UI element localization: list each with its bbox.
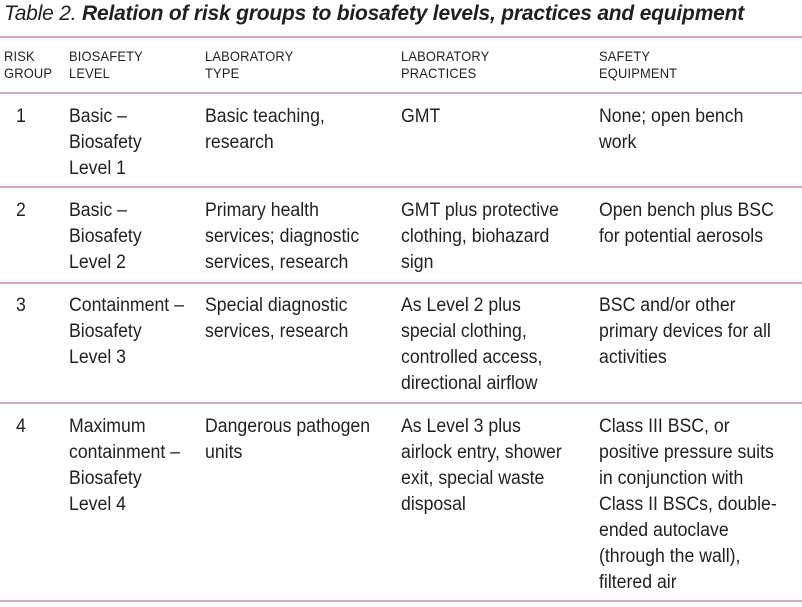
top-rule: [0, 36, 802, 38]
row1-risk-group: 1: [16, 106, 26, 127]
row-rule: [0, 282, 802, 284]
row1-laboratory-practices: GMT: [401, 106, 441, 127]
header-risk-group: RISK GROUP: [4, 48, 53, 81]
header-biosafety-level: BIOSAFETY LEVEL: [69, 48, 143, 81]
row1-laboratory-type: Basic teaching, research: [205, 106, 325, 153]
row-rule: [0, 402, 802, 404]
row2-laboratory-practices: GMT plus protective clothing, biohazard sign: [401, 200, 559, 273]
table-caption: [4, 2, 744, 26]
row4-laboratory-type: Dangerous pathogen units: [205, 416, 371, 463]
row3-laboratory-type: Special diagnostic services, research: [205, 295, 349, 342]
bottom-rule: [0, 600, 802, 602]
row1-biosafety-level: Basic – Biosafety Level 1: [69, 106, 142, 179]
row4-risk-group: 4: [16, 416, 26, 437]
row2-risk-group: 2: [16, 200, 26, 221]
header-rule: [0, 92, 802, 94]
row-rule: [0, 186, 802, 188]
row2-biosafety-level: Basic – Biosafety Level 2: [69, 200, 142, 273]
caption-title: Relation of risk groups to biosafety levels, practices and equipment: [82, 2, 745, 25]
row4-safety-equipment: Class III BSC, or positive pressure suits in conjunction with Class II BSCs, double- ended autoclave (through the wall), filtered air: [599, 416, 777, 593]
row4-laboratory-practices: As Level 3 plus airlock entry, shower exit, special waste disposal: [401, 416, 562, 515]
header-laboratory-type: LABORATORY TYPE: [205, 48, 294, 81]
row1-safety-equipment: None; open bench work: [599, 106, 744, 153]
row2-laboratory-type: Primary health services; diagnostic services, research: [205, 200, 360, 273]
row2-safety-equipment: Open bench plus BSC for potential aerosols: [599, 200, 774, 247]
row4-biosafety-level: Maximum containment – Biosafety Level 4: [69, 416, 181, 515]
row3-laboratory-practices: As Level 2 plus special clothing, controlled access, directional airflow: [401, 295, 543, 394]
caption-label: Table 2.: [4, 2, 77, 25]
header-laboratory-practices: LABORATORY PRACTICES: [401, 48, 490, 81]
header-safety-equipment: SAFETY EQUIPMENT: [599, 48, 678, 81]
row3-biosafety-level: Containment – Biosafety Level 3: [69, 295, 184, 368]
row3-risk-group: 3: [16, 295, 26, 316]
row3-safety-equipment: BSC and/or other primary devices for all activities: [599, 295, 771, 368]
